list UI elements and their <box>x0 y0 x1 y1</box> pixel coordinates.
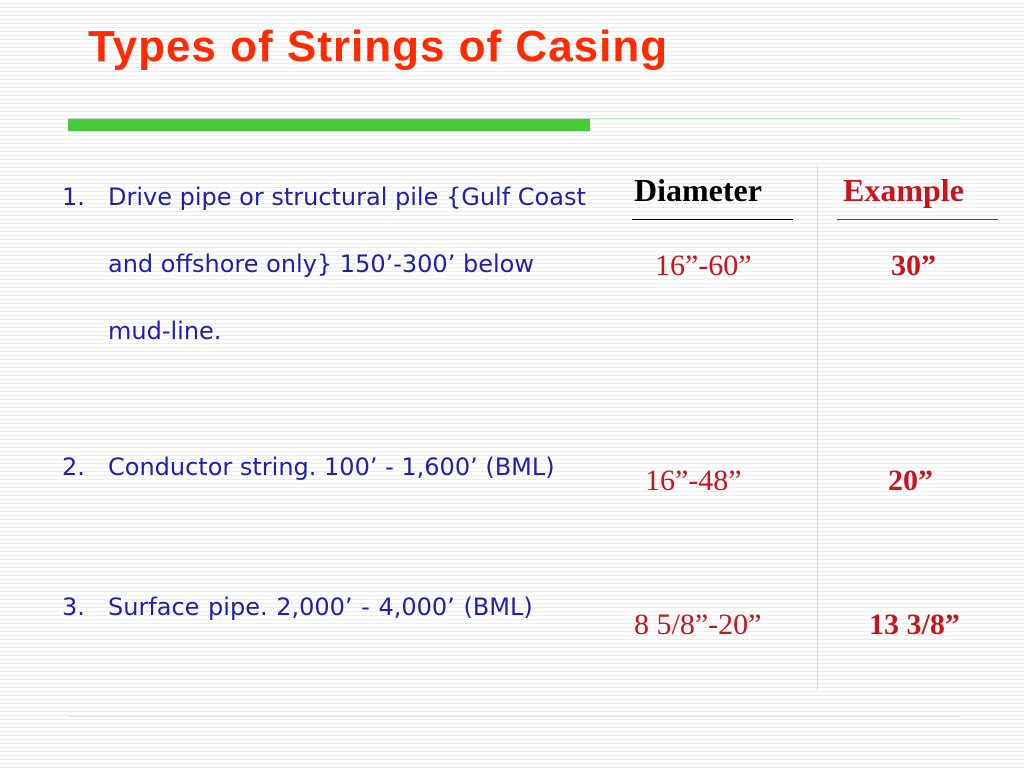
diameter-value: 8 5/8”-20” <box>634 608 762 641</box>
slide-title: Types of Strings of Casing <box>88 22 669 71</box>
example-value: 30” <box>891 249 936 282</box>
diameter-value: 16”-48” <box>645 464 742 497</box>
list-item-text: Drive pipe or structural pile {Gulf Coast and offshore only} 150’-300’ below mud-line. <box>108 183 586 345</box>
column-divider <box>817 165 818 690</box>
example-header-underline <box>837 219 998 220</box>
title-accent-bar <box>68 119 590 131</box>
list-item-number: 1. <box>62 183 85 211</box>
example-column-header: Example <box>843 172 964 208</box>
example-value: 20” <box>888 464 933 497</box>
list-item-text: Conductor string. 100’ - 1,600’ (BML) <box>108 453 555 481</box>
diameter-column-header: Diameter <box>634 172 762 208</box>
list-item-text: Surface pipe. 2,000’ - 4,000’ (BML) <box>108 593 533 621</box>
diameter-header-underline <box>632 219 793 220</box>
list-item <box>62 574 602 641</box>
list-item <box>62 164 602 365</box>
diameter-value: 16”-60” <box>655 249 752 282</box>
list-item <box>62 434 602 501</box>
list-item-number: 2. <box>62 453 85 481</box>
list-item-number: 3. <box>62 593 85 621</box>
example-value: 13 3/8” <box>869 608 960 641</box>
bottom-divider-line <box>68 716 960 717</box>
